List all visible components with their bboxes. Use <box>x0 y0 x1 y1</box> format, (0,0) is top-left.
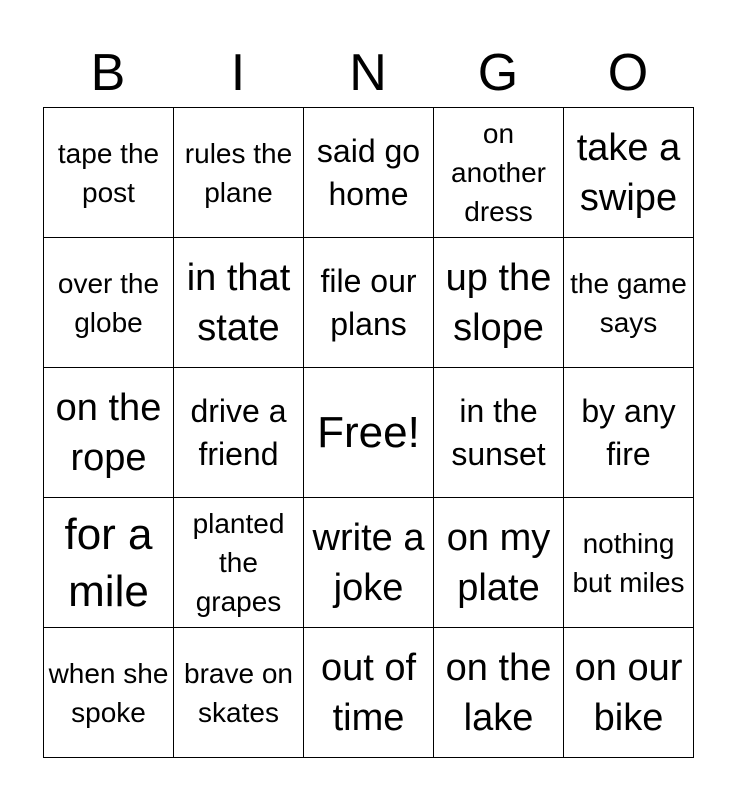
bingo-cell[interactable] <box>434 238 564 368</box>
free-space-text: Free! <box>317 407 420 457</box>
cell-text: when she spoke <box>48 657 169 728</box>
bingo-cell[interactable] <box>304 498 434 628</box>
cell-text: on another dress <box>451 118 546 227</box>
cell-text: drive a friend <box>190 392 287 472</box>
cell-text: on the lake <box>445 646 552 739</box>
cell-text: on our bike <box>574 646 683 739</box>
cell-text: brave on skates <box>184 657 293 728</box>
bingo-cell[interactable] <box>174 238 304 368</box>
bingo-board <box>43 107 694 758</box>
header-letter-i: I <box>230 44 246 102</box>
bingo-cell[interactable] <box>44 628 174 758</box>
cell-text: planted the grapes <box>192 508 285 617</box>
bingo-cell[interactable] <box>434 498 564 628</box>
bingo-cell[interactable] <box>174 108 304 238</box>
header-letter-n: N <box>349 44 387 102</box>
bingo-cell[interactable] <box>304 238 434 368</box>
bingo-cell[interactable] <box>44 108 174 238</box>
bingo-cell[interactable] <box>564 498 694 628</box>
cell-text: nothing but miles <box>572 527 685 598</box>
cell-text: for a mile <box>64 509 153 616</box>
bingo-cell[interactable] <box>564 368 694 498</box>
bingo-cell[interactable] <box>564 628 694 758</box>
cell-text: write a joke <box>312 516 425 609</box>
cell-text: out of time <box>320 646 417 739</box>
bingo-cell[interactable] <box>44 238 174 368</box>
cell-text: rules the plane <box>184 137 293 208</box>
bingo-cell[interactable] <box>174 628 304 758</box>
cell-text: in that state <box>186 256 291 349</box>
bingo-cell[interactable] <box>434 368 564 498</box>
bingo-cell[interactable] <box>304 108 434 238</box>
cell-text: in the sunset <box>451 392 546 472</box>
cell-text: take a swipe <box>576 126 681 219</box>
bingo-cell[interactable] <box>174 498 304 628</box>
free-space[interactable] <box>304 368 434 498</box>
cell-text: up the slope <box>445 256 552 349</box>
cell-text: the game says <box>570 267 687 338</box>
bingo-cell[interactable] <box>434 108 564 238</box>
bingo-header <box>43 40 693 106</box>
cell-text: over the globe <box>57 267 160 338</box>
cell-text: file our plans <box>320 262 417 342</box>
cell-text: on the rope <box>55 386 162 479</box>
bingo-cell[interactable] <box>564 238 694 368</box>
bingo-cell[interactable] <box>44 498 174 628</box>
bingo-cell[interactable] <box>44 368 174 498</box>
header-letter-o: O <box>607 44 649 102</box>
bingo-cell[interactable] <box>434 628 564 758</box>
bingo-cell[interactable] <box>304 628 434 758</box>
header-letter-g: G <box>477 44 519 102</box>
cell-text: on my plate <box>446 516 551 609</box>
cell-text: said go home <box>316 132 421 212</box>
bingo-cell[interactable] <box>174 368 304 498</box>
header-letter-b: B <box>90 44 126 102</box>
cell-text: tape the post <box>57 137 160 208</box>
cell-text: by any fire <box>581 392 676 472</box>
bingo-cell[interactable] <box>564 108 694 238</box>
